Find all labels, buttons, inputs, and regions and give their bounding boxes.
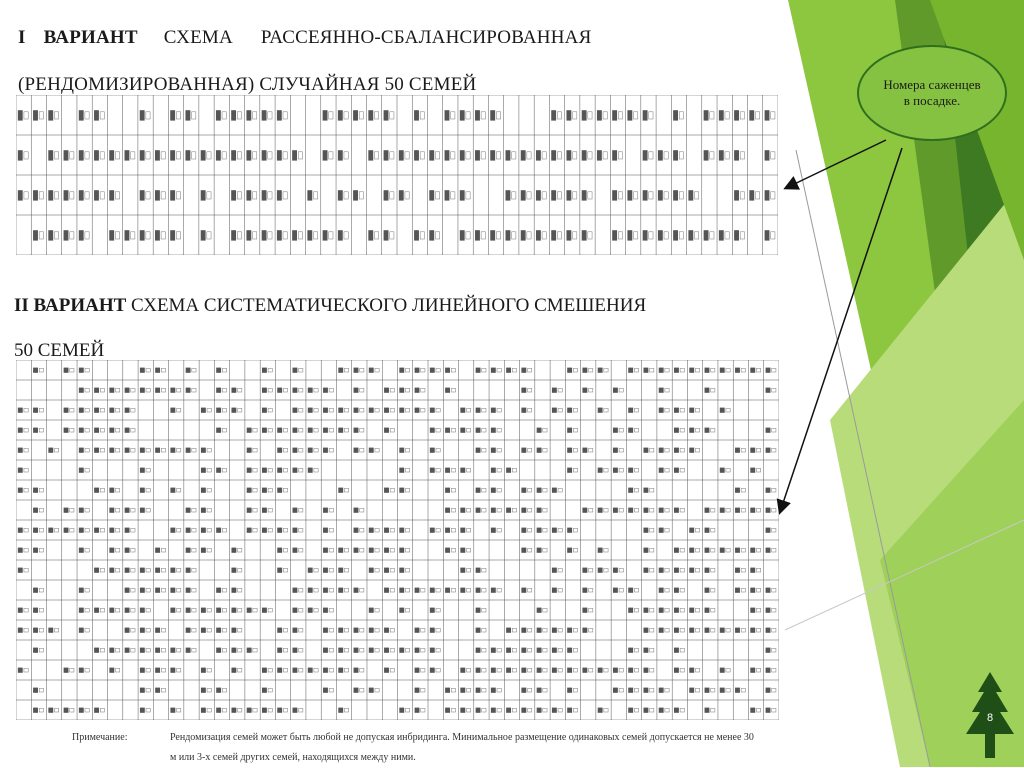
grid-lines <box>16 95 778 255</box>
callout-oval <box>857 45 1007 141</box>
note-label: Примечание: <box>72 732 128 743</box>
systematic-scheme-grid <box>16 360 779 720</box>
variant1-numeral: I <box>18 27 26 48</box>
variant1-scheme: СХЕМА <box>163 27 233 48</box>
variant1-title-b: (РЕНДОМИЗИРОВАННАЯ) СЛУЧАЙНАЯ 50 СЕМЕЙ <box>18 74 477 95</box>
variant2-title-b: 50 СЕМЕЙ <box>14 340 105 361</box>
variant1-title-a: РАССЕЯННО-СБАЛАНСИРОВАННАЯ <box>260 27 592 48</box>
variant2-title-a: СХЕМА СИСТЕМАТИЧЕСКОГО ЛИНЕЙНОГО СМЕШЕНИЯ <box>131 295 647 316</box>
note-text: Рендомизация семей может быть любой не допуская инбридинга. Минимальное размещение одинаковых семей допускается не менее 30 м или 3-х семей других семей, находящихся между ними. <box>170 732 754 763</box>
callout-text: Номера саженцев в посадке. <box>883 77 981 108</box>
grid-lines <box>16 360 779 720</box>
variant1-title <box>18 14 758 108</box>
random-scheme-grid <box>16 95 778 255</box>
variant1-label: ВАРИАНТ <box>43 27 138 48</box>
cell-marks <box>18 110 775 240</box>
page-number: 8 <box>986 712 994 724</box>
variant2-bold: II ВАРИАНТ <box>14 295 127 316</box>
